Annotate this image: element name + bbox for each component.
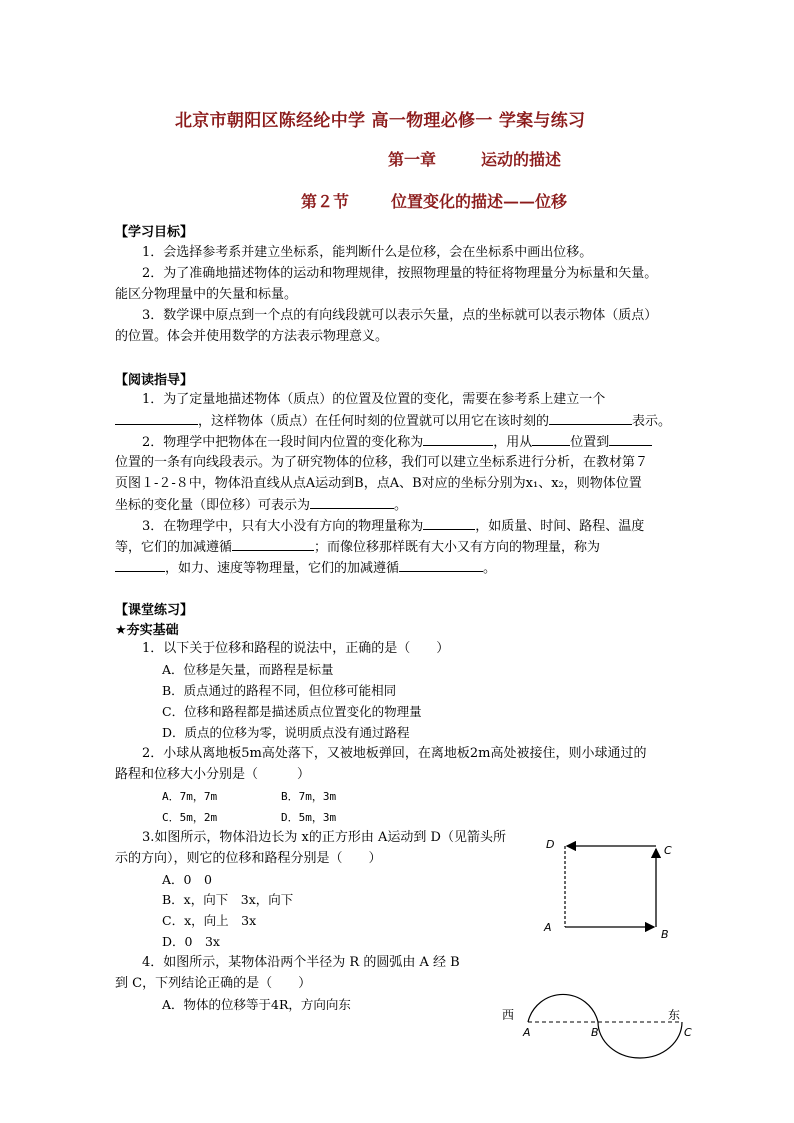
upper-arc — [528, 994, 598, 1022]
reading-1-line-1: 1．为了定量地描述物体（质点）的位置及位置的变化，需要在参考系上建立一个 — [142, 392, 606, 407]
label-east: 东 — [668, 1008, 681, 1022]
square-path-figure — [538, 832, 678, 942]
q1-option-c[interactable]: C．位移和路程都是描述质点位置变化的物理量 — [162, 704, 422, 719]
q2-option-b[interactable]: B．7m，3m — [281, 790, 337, 803]
blank[interactable] — [232, 536, 314, 551]
label-c: C — [664, 844, 672, 857]
section-title: 位置变化的描述——位移 — [391, 192, 568, 211]
reading-3-line-1: 3．在物理学中，只有大小没有方向的物理量称为 ，如质量、时间、路程、温度 — [142, 515, 644, 537]
blank[interactable] — [399, 557, 483, 572]
reading-3-line-3: ，如力、速度等物理量，它们的加减遵循 。 — [115, 557, 496, 579]
chapter-number: 第一章 — [388, 150, 437, 169]
question-4-line-1: 4．如图所示，某物体沿两个半径为 R 的圆弧由 A 经 B — [142, 955, 460, 970]
q3-option-a[interactable]: A．0 0 — [162, 872, 212, 887]
q4-option-a[interactable]: A．物体的位移等于4R，方向向东 — [162, 997, 351, 1012]
practice-subheading: ★夯实基础 — [115, 623, 179, 638]
section-number: 第２节 — [301, 192, 350, 211]
question-1: 1．以下关于位移和路程的说法中，正确的是（ ） — [142, 641, 450, 656]
question-3-line-2: 示的方向），则它的位移和路程分别是（ ） — [115, 851, 382, 866]
reading-3-line-2: 等，它们的加减遵循 ；而像位移那样既有大小又有方向的物理量，称为 — [115, 536, 600, 558]
reading-heading: 【阅读指导】 — [115, 373, 194, 388]
blank[interactable] — [532, 431, 570, 446]
arc-path-figure — [498, 983, 702, 1065]
label-c: C — [684, 1026, 692, 1039]
question-2-line-2: 路程和位移大小分别是（ ） — [115, 767, 311, 782]
label-a: A — [523, 1026, 531, 1039]
reading-2-line-3: 页图１-２-８中，物体沿直线从点A运动到B，点A、B对应的坐标分别为x₁、x₂，则物体位置 — [115, 476, 642, 491]
lower-arc — [598, 1022, 682, 1058]
blank[interactable] — [115, 557, 165, 572]
label-a: A — [544, 921, 552, 934]
label-west: 西 — [502, 1008, 515, 1022]
reading-2-line-4: 坐标的变化量（即位移）可表示为 。 — [115, 494, 407, 516]
q2-option-d[interactable]: D．5m，3m — [281, 811, 337, 824]
label-b: B — [661, 928, 669, 941]
goals-heading: 【学习目标】 — [115, 225, 194, 240]
blank[interactable] — [609, 431, 652, 446]
question-3-line-1: 3.如图所示，物体沿边长为 x的正方形由 A运动到 D（见箭头所 — [142, 830, 506, 845]
blank[interactable] — [549, 410, 632, 425]
q3-option-c[interactable]: C．x，向上 3x — [162, 913, 257, 928]
q1-option-d[interactable]: D．质点的位移为零，说明质点没有通过路程 — [162, 725, 410, 740]
question-2-line-1: 2．小球从离地板5m高处落下，又被地板弹回，在离地板2m高处被接住，则小球通过的 — [142, 746, 647, 761]
practice-heading: 【课堂练习】 — [115, 603, 194, 618]
goal-2-line-1: 2．为了准确地描述物体的运动和物理规律，按照物理量的特征将物理量分为标量和矢量。 — [142, 266, 658, 281]
q2-option-c[interactable]: C．5m，2m — [162, 811, 218, 824]
chapter-title: 运动的描述 — [481, 150, 562, 169]
q3-option-d[interactable]: D．0 3x — [162, 934, 220, 949]
reading-1-line-2: ，这样物体（质点）在任何时刻的位置就可以用它在该时刻的 表示。 — [115, 410, 671, 432]
blank[interactable] — [310, 494, 394, 509]
goal-2-line-2: 能区分物理量中的矢量和标量。 — [115, 287, 298, 302]
blank[interactable] — [423, 431, 493, 446]
goal-3-line-2: 的位置。体会并使用数学的方法表示物理意义。 — [115, 329, 389, 344]
q1-option-a[interactable]: A．位移是矢量，而路程是标量 — [162, 662, 334, 677]
goal-1: 1．会选择参考系并建立坐标系，能判断什么是位移，会在坐标系中画出位移。 — [142, 245, 593, 260]
blank[interactable] — [115, 410, 198, 425]
reading-2-line-1: 2．物理学中把物体在一段时间内位置的变化称为 ，用从 位置到 — [142, 431, 652, 453]
reading-2-line-2: 位置的一条有向线段表示。为了研究物体的位移，我们可以建立坐标系进行分析，在教材第７ — [115, 455, 649, 470]
label-d: D — [546, 838, 555, 851]
q3-option-b[interactable]: B．x，向下 3x，向下 — [162, 892, 294, 907]
document-title: 北京市朝阳区陈经纶中学 高一物理必修一 学案与练习 — [175, 111, 586, 131]
question-4-line-2: 到 C，下列结论正确的是（ ） — [115, 976, 312, 991]
label-b: B — [591, 1026, 599, 1039]
q2-option-a[interactable]: A．7m，7m — [162, 790, 218, 803]
q1-option-b[interactable]: B．质点通过的路程不同，但位移可能相同 — [162, 683, 397, 698]
goal-3-line-1: 3．数学课中原点到一个点的有向线段就可以表示矢量，点的坐标就可以表示物体（质点） — [142, 308, 658, 323]
blank[interactable] — [423, 515, 475, 530]
